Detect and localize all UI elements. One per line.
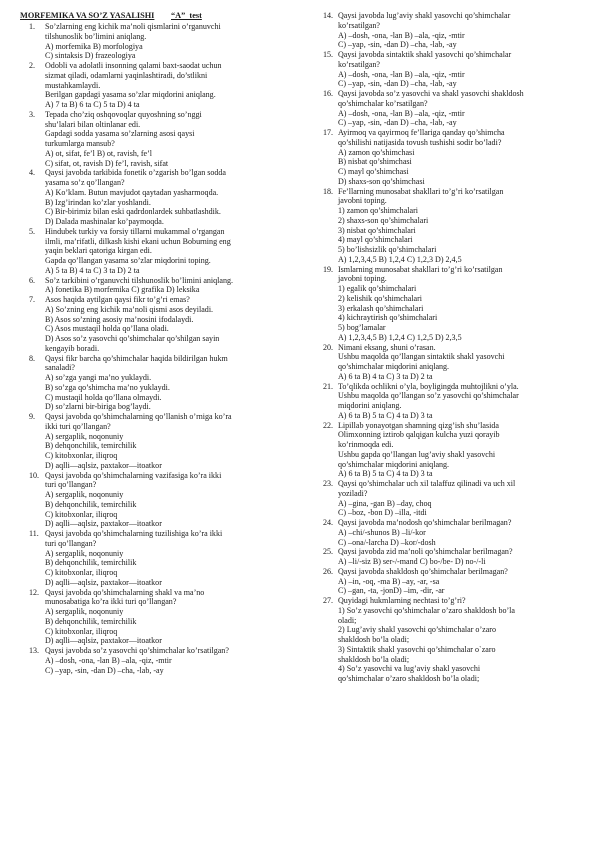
question-line: 3) nisbat qo’shimchalari — [338, 225, 416, 235]
question-line: Hindubek turkiy va forsiy tillarni mukammal o’rgangan — [45, 226, 225, 236]
question-line: So’zlarning eng kichik ma’noli qismlarini o’rganuvchi — [45, 22, 221, 31]
question-line: A) sergaplik, noqonuniy — [45, 490, 124, 499]
question-line: Qaysi javobda tarkibida fonetik o’zgarish bo’lgan sodda — [45, 168, 227, 178]
question-line: ko’rsatilgan? — [338, 20, 381, 30]
question-item — [20, 471, 316, 530]
question-line: ikki turi qo’llangan? — [45, 421, 111, 431]
question-line: A) sergaplik, noqonuniy — [45, 607, 124, 616]
question-number: 27. — [323, 596, 334, 605]
question-line: A) 1,2,3,4,5 B) 1,2,4 C) 1,2,3 D) 2,4,5 — [338, 254, 462, 264]
right-question-list — [320, 11, 584, 684]
question-line: A) –dosh, -ona, -lan B) –ala, -qiz, -mtir — [338, 69, 465, 79]
question-line: Ushbu maqolda qo’llangan sintaktik shakl yasovchi — [338, 352, 505, 362]
question-number: 8. — [29, 353, 36, 363]
question-line: Ushbu maqolda qo’llangan so’z yasovchi qo’shimchalar — [338, 391, 519, 401]
question-line: B) so’zga qo’shimcha ma’no yuklaydi. — [45, 382, 170, 392]
question-line: C) kitobxonlar, iliqroq — [45, 451, 118, 460]
question-item — [320, 518, 584, 547]
question-line: 1) egalik qo’shimchalari — [338, 284, 417, 293]
question-item — [320, 128, 584, 187]
question-line: Gapdagi sodda yasama so’zlarning asosi qaysi — [45, 129, 195, 139]
question-line: B) dehqonchilik, temirchilik — [45, 499, 137, 509]
question-number: 3. — [29, 109, 36, 119]
question-number: 7. — [29, 295, 36, 304]
question-item — [320, 547, 584, 567]
question-line: Qaysi javobda shakldosh qo’shimchalar berilmagan? — [338, 566, 508, 576]
question-number: 24. — [323, 518, 334, 527]
question-item — [320, 265, 584, 343]
question-line: C) kitobxonlar, iliqroq — [45, 568, 118, 577]
question-line: turi qo’llangan? — [45, 538, 97, 548]
question-line: 1) So’z yasovchi qo’shimchalar o’zaro shakldosh bo’la — [338, 605, 515, 615]
question-number: 4. — [29, 168, 36, 178]
question-line: Qaysi javobda qo’shimchalarning vazifasiga ko’ra ikki — [45, 470, 222, 480]
left-question-list — [20, 22, 316, 675]
question-number: 10. — [29, 470, 40, 480]
question-number: 20. — [323, 342, 334, 352]
question-line: A) –in, -oq, -ma B) –ay, -ar, -sa — [338, 576, 440, 586]
question-line: C) mayl qo’shimchasi — [338, 167, 409, 176]
question-line: Gapda qo’llangan yasama so’zlar miqdorini toping. — [45, 256, 211, 265]
question-number: 16. — [323, 89, 334, 98]
question-line: 2) kelishik qo’shimchalari — [338, 293, 423, 303]
question-line: Asos haqida aytilgan qaysi fikr to’g’ri emas? — [45, 295, 190, 304]
question-line: Qaysi javobda ma’nodosh qo’shimchalar berilmagan? — [338, 518, 512, 527]
question-line: C) mustaqil holda qo’llana olmaydi. — [45, 392, 162, 402]
question-number: 11. — [29, 529, 39, 538]
question-line: 2) Lug’aviy shakl yasovchi qo’shimchalar o’zaro — [338, 625, 496, 635]
question-item — [320, 50, 584, 89]
question-item — [20, 295, 316, 354]
question-line: A) –li/-siz B) ser-/-mand C) bo-/be- D) no-/-li — [338, 557, 486, 566]
question-line: D) aqlli—aqlsiz, paxtakor—itoatkor — [45, 577, 162, 587]
question-item — [20, 276, 316, 296]
question-line: Qaysi qo’shimchalar uch xil talaffuz qilinadi va uch xil — [338, 479, 516, 488]
question-item — [320, 382, 584, 421]
title-main: MORFEMIKA VA SO’Z YASALISHI — [20, 11, 155, 20]
question-number: 18. — [323, 186, 334, 196]
question-line: 2) shaxs-son qo’shimchalari — [338, 215, 429, 225]
question-number: 23. — [323, 479, 334, 488]
question-line: B) dehqonchilik, temirchilik — [45, 616, 137, 626]
question-line: A) 1,2,3,4,5 B) 1,2,4 C) 1,2,5 D) 2,3,5 — [338, 332, 462, 342]
question-line: A) –dosh, -ona, -lan B) –ala, -qiz, -mtir — [338, 30, 465, 40]
question-item — [320, 11, 584, 50]
question-line: javobni toping. — [338, 196, 387, 206]
question-line: D) Asos so’z yasovchi qo’shimchalar qo’shilgan sayin — [45, 334, 220, 343]
question-line: Quyidagi hukmlarning nechtasi to’g’ri? — [338, 596, 466, 605]
question-line: 3) erkalash qo’shimchalari — [338, 303, 424, 313]
question-line: Berilgan gapdagi yasama so’zlar miqdorini aniqlang. — [45, 90, 216, 100]
question-number: 1. — [29, 22, 36, 31]
question-item — [320, 421, 584, 480]
question-line: Qaysi javobda qo’shimchalarning qo’llanish o’rniga ko’ra — [45, 412, 232, 421]
question-line: C) –boz, -bon D) –illa, -itdi — [338, 508, 427, 518]
question-line: B) dehqonchilik, temirchilik — [45, 441, 137, 451]
question-line: Nimani eksang, shuni o’rasan. — [338, 342, 436, 352]
question-line: A) –gina, -gan B) –day, choq — [338, 498, 432, 508]
question-number: 19. — [323, 264, 334, 274]
question-number: 22. — [323, 420, 334, 430]
question-item — [20, 354, 316, 413]
question-line: D) so’zlarni bir-biriga bog’laydi. — [45, 402, 151, 412]
question-line: D) aqlli—aqlsiz, paxtakor—itoatkor — [45, 460, 162, 470]
question-line: yasama so’z qo’llangan? — [45, 178, 125, 187]
question-line: miqdorini aniqlang. — [338, 401, 402, 410]
question-line: Fe’llarning munosabat shakllari to’g’ri ko’rsatilgan — [338, 186, 504, 196]
question-line: ilmli, ma’rifatli, dilkash kishi ekani uchun Boburning eng — [45, 236, 231, 246]
question-line: Olimxonning iztirob qalqigan kulcha yuzi qorayib — [338, 430, 500, 440]
question-line: 1) zamon qo’shimchalari — [338, 206, 418, 215]
question-line: C) –yap, -sin, -dan D) –cha, -lab, -ay — [338, 40, 457, 50]
question-line: Odobli va adolatli insonning qalami baxt-saodat uchun — [45, 61, 222, 70]
question-item — [20, 227, 316, 276]
question-line: Qaysi javobda zid ma’noli qo’shimchalar berilmagan? — [338, 547, 513, 557]
question-item — [320, 479, 584, 518]
question-line: Qaysi javobda so’z yasovchi va shakl yasovchi shakldosh — [338, 89, 524, 98]
question-line: A) ot, sifat, fe’l B) ot, ravish, fe’l — [45, 148, 153, 158]
question-line: shakldosh bo’la oladi; — [338, 635, 410, 644]
question-item — [20, 22, 316, 61]
question-number: 12. — [29, 587, 40, 597]
question-line: B) dehqonchilik, temirchilik — [45, 558, 137, 568]
question-item — [20, 110, 316, 169]
question-line: Ismlarning munosabat shakllari to’g’ri ko’rsatilgan — [338, 264, 503, 274]
question-item — [20, 168, 316, 227]
question-number: 17. — [323, 128, 334, 137]
question-line: C) kitobxonlar, iliqroq — [45, 626, 118, 636]
question-line: 4) So’z yasovchi va lug’aviy shakl yasovchi — [338, 664, 481, 674]
question-line: A) 6 ta B) 5 ta C) 4 ta D) 3 ta — [338, 410, 433, 420]
question-line: Qaysi javobda so’z yasovchi qo’shimchalar ko’rsatilgan? — [45, 646, 229, 655]
question-line: qo’shilishi natijasida tovush tushishi sodir bo’ladi? — [338, 137, 502, 147]
question-line: A) –dosh, -ona, -lan B) –ala, -qiz, -mtir — [45, 655, 172, 665]
question-line: A) So’zning eng kichik ma’noli qismi asos deyiladi. — [45, 304, 214, 314]
question-line: mustahkamlaydi. — [45, 80, 101, 90]
question-line: C) –ona/-larcha D) –kor/-dosh — [338, 537, 436, 547]
question-line: So’z tarkibini o’rganuvchi tilshunoslik bo’limini aniqlang. — [45, 275, 234, 285]
question-line: D) Dalada mashinalar ko’paymoqda. — [45, 217, 164, 226]
question-item — [320, 596, 584, 684]
question-line: C) kitobxonlar, iliqroq — [45, 509, 118, 519]
question-line: 4) kichraytirish qo’shimchalari — [338, 313, 438, 323]
question-line: 5) bo’lishsizlik qo’shimchalari — [338, 245, 437, 254]
question-line: sizmat qiladi, odamlarni yaqinlashtiradi, do’stlikni — [45, 70, 208, 80]
question-line: qo’shimchalar ko’rsatilgan? — [338, 98, 428, 108]
question-line: To’qlikda ochlikni o’yla, boyligingda muhtojlikni o’yla. — [338, 381, 519, 391]
question-line: A) –chi/-shunos B) –li/-kor — [338, 527, 426, 537]
question-line: Qaysi javobda sintaktik shakl yasovchi qo’shimchalar — [338, 50, 512, 59]
question-line: A) sergaplik, noqonuniy — [45, 548, 124, 558]
question-line: yaqin beklari qatoriga kirgan edi. — [45, 246, 152, 256]
question-line: sanaladi? — [45, 363, 75, 373]
question-line: D) shaxs-son qo’shimchasi — [338, 176, 425, 186]
left-column — [20, 11, 316, 675]
question-line: Qaysi javobda qo’shimchalarning tuzilishiga ko’ra ikki — [45, 529, 223, 538]
question-item — [320, 343, 584, 382]
question-line: A) morfemika B) morfologiya — [45, 41, 143, 51]
question-line: C) sifat, ot, ravish D) fe’l, ravish, sifat — [45, 158, 169, 168]
question-item — [320, 187, 584, 265]
question-line: A) –dosh, -ona, -lan B) –ala, -qiz, -mtir — [338, 108, 465, 118]
question-line: Ushbu gapda qo’llangan lug’aviy shakl yasovchi — [338, 449, 496, 459]
question-line: C) sintaksis D) frazeologiya — [45, 51, 136, 61]
question-item — [20, 412, 316, 471]
question-line: oladi; — [338, 615, 357, 625]
question-number: 26. — [323, 566, 334, 576]
question-line: A) 7 ta B) 6 ta C) 5 ta D) 4 ta — [45, 100, 140, 109]
question-line: A) 6 ta B) 5 ta C) 4 ta D) 3 ta — [338, 469, 433, 479]
question-number: 13. — [29, 646, 40, 655]
question-line: ko’rsatilgan? — [338, 59, 381, 69]
question-number: 15. — [323, 50, 334, 59]
question-line: A) 6 ta B) 4 ta C) 3 ta D) 2 ta — [338, 371, 433, 381]
question-line: turi qo’llangan? — [45, 480, 97, 490]
question-line: yoziladi? — [338, 488, 368, 498]
question-number: 9. — [29, 412, 36, 421]
question-number: 5. — [29, 226, 36, 236]
question-item — [20, 61, 316, 110]
question-item — [20, 646, 316, 675]
question-line: B) Asos so’zning asosiy ma’nosini ifodalaydi. — [45, 314, 194, 324]
question-line: C) –yap, -sin, -dan D) –cha, -lab, -ay — [45, 665, 164, 675]
question-line: 3) Sintaktik shakl yasovchi qo’shimchalar o`zaro — [338, 644, 496, 654]
question-line: Qaysi fikr barcha qo’shimchalar haqida bildirilgan hukm — [45, 353, 228, 363]
question-item — [320, 89, 584, 128]
question-number: 14. — [323, 11, 334, 20]
question-line: qo’shimchalar o’zaro shakldosh bo’la oladi; — [338, 674, 480, 683]
question-line: C) –gan, -ta, -jonD) –im, -dir, -ar — [338, 586, 445, 596]
question-line: munosabatiga ko’ra ikki turi qo’llangan? — [45, 597, 177, 607]
question-line: 5) bog’lamalar — [338, 323, 386, 332]
question-number: 6. — [29, 275, 36, 285]
question-line: D) aqlli—aqlsiz, paxtakor—itoatkor — [45, 636, 162, 646]
question-line: qo’shimchalar miqdorini aniqlang. — [338, 362, 450, 371]
question-item — [320, 567, 584, 596]
question-line: shu’lalari bilan oltinlanar edi. — [45, 119, 141, 129]
question-line: A) sergaplik, noqonuniy — [45, 431, 124, 441]
question-line: Qaysi javobda lug’aviy shakl yasovchi qo’shimchalar — [338, 11, 511, 20]
question-line: D) aqlli—aqlsiz, paxtakor—itoatkor — [45, 519, 162, 529]
question-line: ko’rinmoqda edi. — [338, 440, 394, 449]
question-line: tilshunoslik bo’limini aniqlang. — [45, 31, 147, 41]
question-line: A) fonetika B) morfemika C) grafika D) leksika — [45, 285, 200, 295]
question-line: A) 5 ta B) 4 ta C) 3 ta D) 2 ta — [45, 265, 140, 275]
question-line: A) so’zga yangi ma’no yuklaydi. — [45, 373, 152, 382]
question-line: kengayib boradi. — [45, 343, 100, 353]
question-item — [20, 529, 316, 588]
question-line: B) Izg’irindan ko’zlar yoshlandi. — [45, 197, 151, 207]
question-line: 4) mayl qo’shimchalari — [338, 235, 413, 245]
question-line: qo’shimchalar miqdorini aniqlang. — [338, 459, 450, 469]
question-line: B) nisbat qo’shimchasi — [338, 157, 412, 167]
question-number: 21. — [323, 381, 334, 391]
right-column — [320, 11, 584, 684]
question-line: Qaysi javobda qo’shimchalarning shakl va ma’no — [45, 587, 205, 597]
question-number: 25. — [323, 547, 334, 557]
title-variant: “A” test — [171, 11, 202, 20]
question-line: javobni toping. — [338, 274, 387, 284]
question-number: 2. — [29, 61, 36, 70]
question-line: shakldosh bo’la oladi; — [338, 654, 410, 664]
test-title — [20, 11, 316, 21]
question-item — [20, 588, 316, 647]
question-line: Tepada cho’ziq oshqovoqlar quyoshning so’nggi — [45, 109, 202, 119]
question-line: A) Ko’klam. Butun mavjudot qaytadan yasharmoqda. — [45, 187, 219, 197]
question-line: C) Asos mustaqil holda qo’llana oladi. — [45, 324, 169, 334]
question-line: turkumlarga mansub? — [45, 139, 115, 148]
question-line: Ayirmoq va qayirmoq fe’llariga qanday qo’shimcha — [338, 128, 505, 137]
question-line: Lipillab yonayotgan shamning qizg’ish shu’lasida — [338, 420, 499, 430]
question-line: C) Bir-birimiz bilan eski qadrdonlardek suhbatlashdik. — [45, 207, 221, 217]
question-line: C) –yap, -sin, -dan D) –cha, -lab, -ay — [338, 79, 457, 89]
question-line: C) –yap, -sin, -dan D) –cha, -lab, -ay — [338, 118, 457, 128]
question-line: A) zamon qo’shimchasi — [338, 147, 415, 157]
